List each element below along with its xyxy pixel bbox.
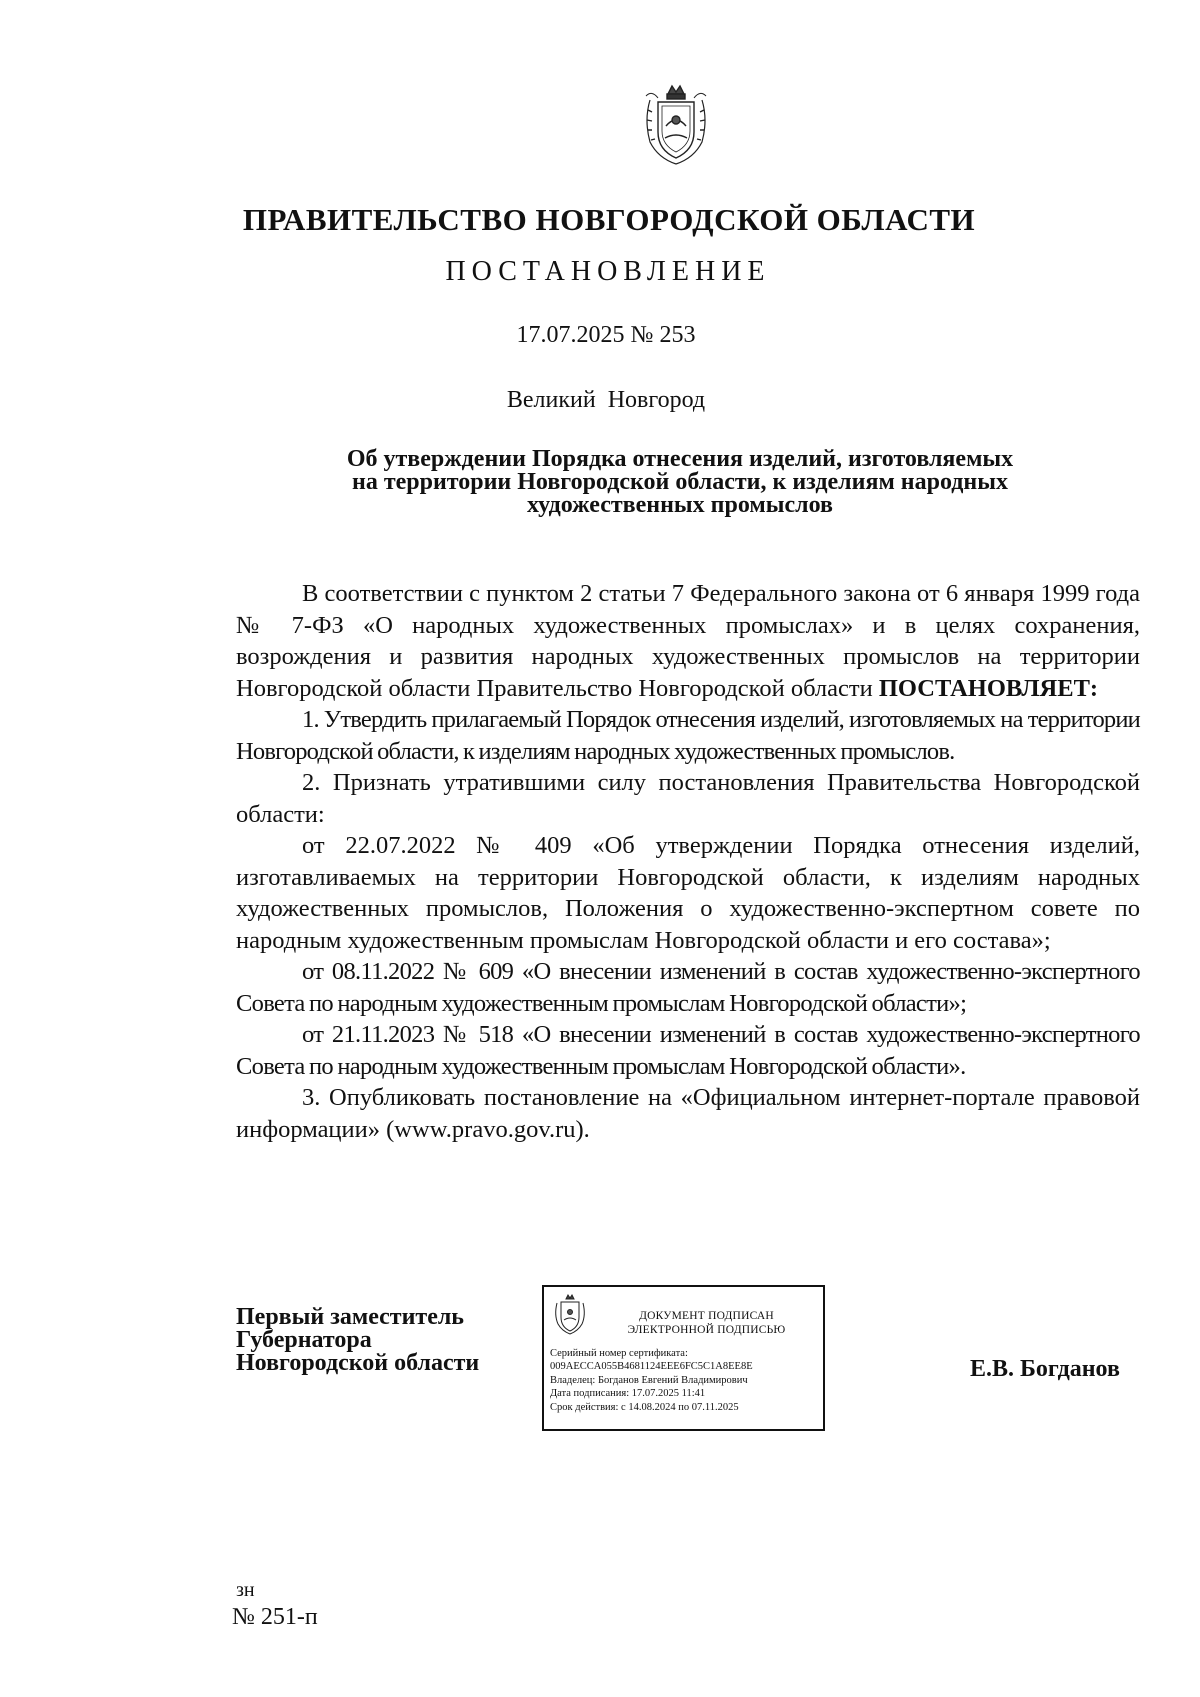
subject-line: художественных промыслов	[527, 492, 833, 518]
subject-line: Об утверждении Порядка отнесения изделий, изготовляемых	[346, 446, 1014, 472]
document-subject	[280, 448, 1080, 517]
certificate-validity: Срок действия: с 14.08.2024 по 07.11.2025	[550, 1401, 739, 1413]
item-2-repealed-act: от 08.11.2022 № 609 «О внесении изменений в состав художественно-экспертного Совета по народным художественным промыслам Новгородской области»;	[236, 958, 1140, 1017]
item-1: 1. Утвердить прилагаемый Порядок отнесения изделий, изготовляемых на территории Новгородской области, к изделиям народных художественных промыслов.	[236, 706, 1140, 765]
organization-title: ПРАВИТЕЛЬСТВО НОВГОРОДСКОЙ ОБЛАСТИ	[242, 202, 976, 237]
signature-stamp-header-line: ЭЛЕКТРОННОЙ ПОДПИСЬЮ	[627, 1324, 786, 1336]
certificate-serial: 009AECCA055B4681124EEE6FC5C1A8EE8E	[550, 1361, 753, 1373]
signature-stamp-header	[594, 1309, 819, 1337]
signature-details	[550, 1347, 753, 1414]
item-3: 3. Опубликовать постановление на «Официальном интернет-портале правовой информации» (www.pravo.gov.ru).	[236, 1084, 1140, 1143]
executor-code: зн	[236, 1579, 255, 1601]
signer-title	[236, 1306, 479, 1375]
preamble-text: В соответствии с пунктом 2 статьи 7 Федерального закона от 6 января 1999 года № 7-ФЗ «О народных художественных промыслах» и в целях сохранения, возрождения и развития народных художественных промыслов на территории Новгородской области Правительство Новгородской области	[236, 580, 1140, 702]
signer-name: Е.В. Богданов	[970, 1356, 1120, 1382]
registration-number: № 251-п	[232, 1604, 318, 1630]
document-body	[236, 578, 1140, 1145]
item-2: 2. Признать утратившими силу постановления Правительства Новгородской области:	[236, 769, 1140, 828]
signer-title-line: Первый заместитель	[236, 1304, 464, 1330]
document-type: ПОСТАНОВЛЕНИЕ	[445, 256, 771, 287]
coat-of-arms-icon	[638, 80, 714, 166]
document-city: Великий Новгород	[506, 387, 706, 413]
signature-stamp-header-line: ДОКУМЕНТ ПОДПИСАН	[639, 1310, 774, 1322]
signer-title-line: Новгородской области	[236, 1350, 480, 1376]
certificate-label: Серийный номер сертификата:	[550, 1348, 688, 1359]
document-date-number: 17.07.2025 № 253	[516, 322, 696, 348]
resolves-keyword: ПОСТАНОВЛЯЕТ:	[878, 674, 1099, 702]
coat-of-arms-icon	[552, 1293, 588, 1335]
certificate-owner: Владелец: Богданов Евгений Владимирович	[550, 1374, 748, 1386]
signer-title-line: Губернатора	[236, 1327, 372, 1353]
item-2-repealed-act: от 21.11.2023 № 518 «О внесении изменений в состав художественно-экспертного Совета по народным художественным промыслам Новгородской области».	[236, 1021, 1140, 1080]
subject-line: на территории Новгородской области, к изделиям народных	[351, 469, 1008, 495]
signing-date: Дата подписания: 17.07.2025 11:41	[550, 1388, 706, 1400]
electronic-signature-stamp	[542, 1285, 825, 1431]
item-2-repealed-act: от 22.07.2022 № 409 «Об утверждении Порядка отнесения изделий, изготавливаемых на территории Новгородской области, к изделиям народных художественных промыслов, Положения о художественно-экспертном совете по народным художественным промыслам Новгородской области и его состава»;	[236, 832, 1140, 954]
preamble-paragraph	[236, 578, 1140, 704]
